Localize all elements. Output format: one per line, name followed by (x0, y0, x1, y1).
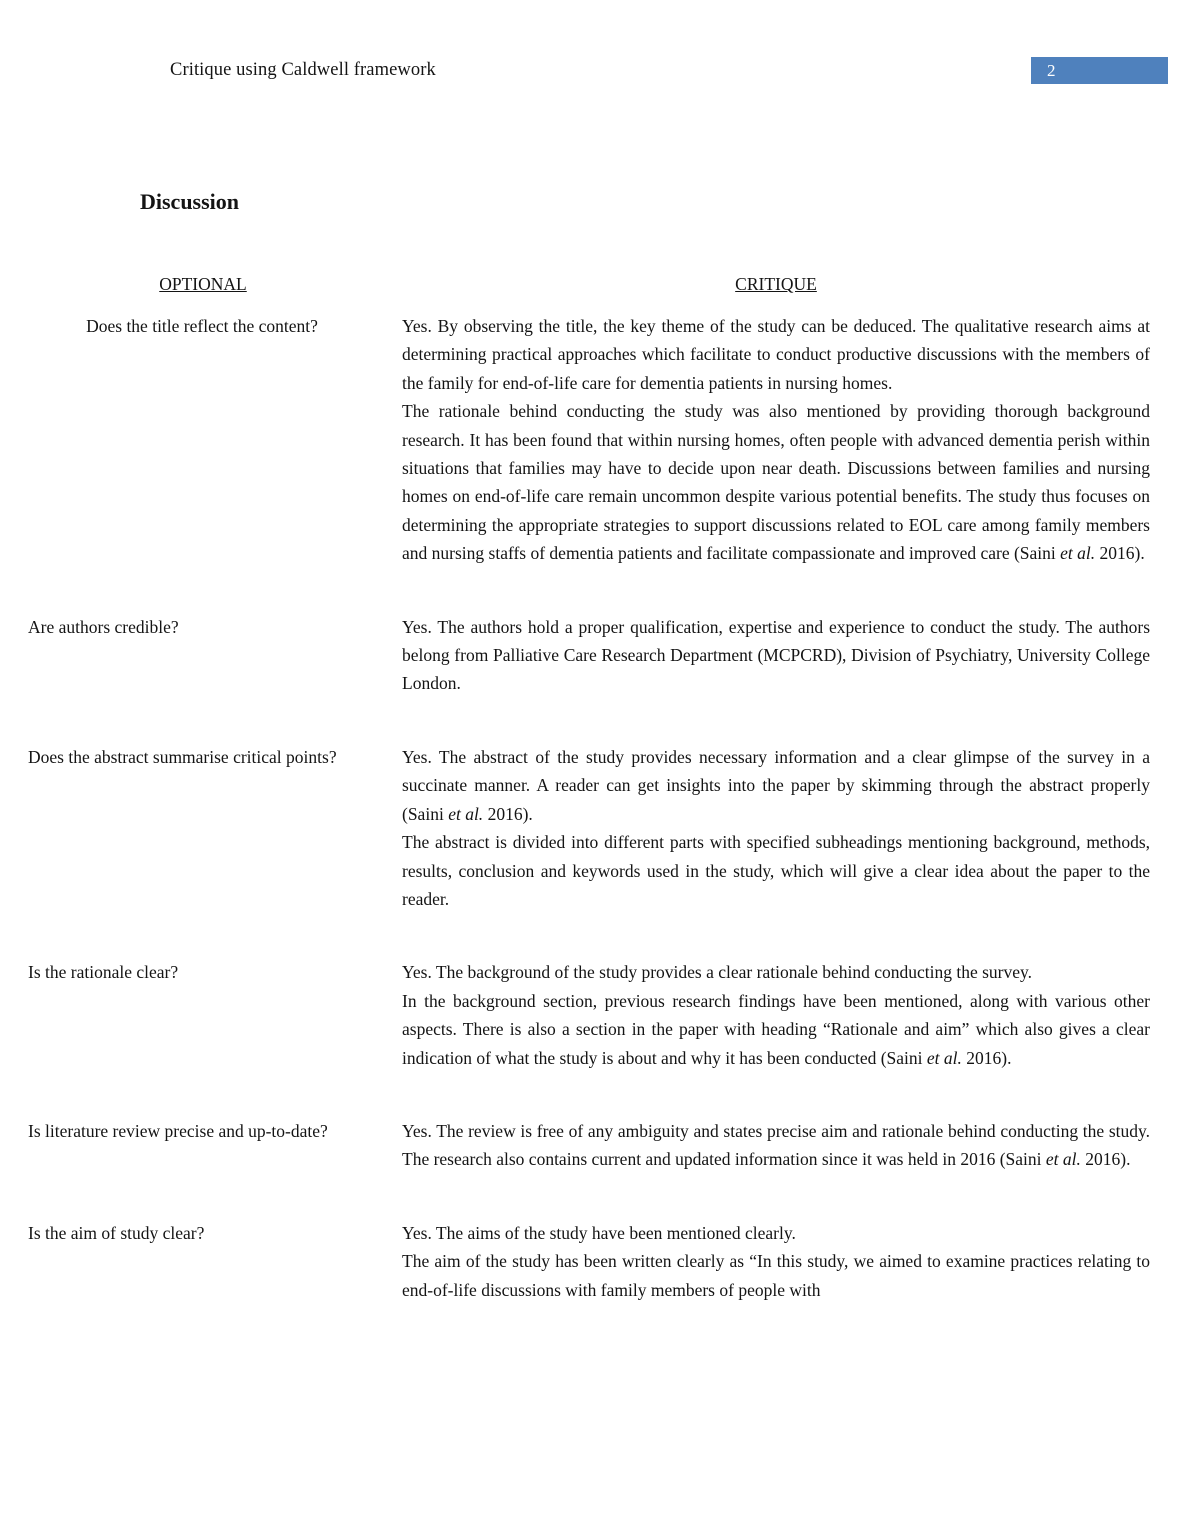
answer-cell (402, 958, 1150, 1072)
citation-italic: et al. (448, 803, 484, 824)
answer-paragraph (402, 987, 1150, 1072)
answer-paragraph (402, 397, 1150, 567)
page-number: 2 (1047, 61, 1056, 80)
answer-paragraph (402, 958, 1150, 986)
text-segment: The rationale behind conducting the study was also mentioned by providing thorough background research. It has been found that within nursing homes, often people with advanced dementia perish within situations that families may have to decide upon near death. Discussions between families and nursing homes on end-of-life care remain uncommon despite various potential benefits. The study thus focuses on determining the appropriate strategies to support discussions related to EOL care among family members and nursing staffs of dementia patients and facilitate compassionate and improved care (Saini (402, 401, 1150, 564)
answer-cell (402, 613, 1150, 698)
answer-paragraph (402, 312, 1150, 397)
text-segment: The aim of the study has been written clearly as “In this study, we aimed to examine practices relating to end-of-life discussions with family members of people with (402, 1251, 1150, 1300)
text-segment: In the background section, previous research findings have been mentioned, along with various other aspects. There is also a section in the paper with heading “Rationale and aim” which also gives a clear indication of what the study is about and why it has been conducted (Saini (402, 990, 1150, 1068)
answer-cell (402, 743, 1150, 913)
answer-paragraph (402, 743, 1150, 828)
answer-paragraph (402, 828, 1150, 913)
table-header-row (28, 274, 1150, 295)
answer-paragraph (402, 1247, 1150, 1304)
question-cell: Is the rationale clear? (28, 962, 179, 983)
text-segment: Yes. The review is free of any ambiguity and states precise aim and rationale behind conducting the study. The research also contains current and updated information since it was held in 2016 (Saini (402, 1120, 1150, 1170)
document-header (0, 57, 1190, 85)
header-title: Critique using Caldwell framework (170, 60, 436, 80)
text-segment: 2016). (1080, 1149, 1131, 1170)
answer-cell (402, 1117, 1150, 1174)
critique-table (28, 274, 1150, 1304)
question-cell: Does the abstract summarise critical points? (28, 746, 337, 767)
discussion-heading: Discussion (140, 189, 240, 214)
question-cell: Are authors credible? (28, 616, 179, 637)
answer-paragraph (402, 613, 1150, 698)
critique-column-header: CRITIQUE (735, 274, 817, 294)
page-number-badge (1031, 57, 1168, 84)
text-segment: 2016). (961, 1047, 1012, 1068)
answer-cell (402, 312, 1150, 568)
text-segment: 2016). (483, 803, 533, 824)
text-segment: The abstract is divided into different parts with specified subheadings mentioning background, methods, results, conclusion and keywords used in the study, which will give a clear idea about the paper to the reader. (402, 832, 1150, 909)
text-segment: Yes. The aims of the study have been mentioned clearly. (402, 1222, 796, 1243)
answer-cell (402, 1219, 1150, 1304)
text-segment: Yes. The background of the study provides a clear rationale behind conducting the survey. (402, 962, 1032, 983)
citation-italic: et al. (1060, 543, 1096, 564)
question-cell: Does the title reflect the content? (86, 316, 318, 336)
answer-paragraph (402, 1219, 1150, 1247)
text-segment: Yes. By observing the title, the key theme of the study can be deduced. The qualitative research aims at determining practical approaches which facilitate to conduct productive discussions with the members of the family for end-of-life care for dementia patients in nursing homes. (402, 316, 1150, 393)
citation-italic: et al. (926, 1047, 962, 1068)
citation-italic: et al. (1045, 1149, 1081, 1170)
text-segment: Yes. The abstract of the study provides necessary information and a clear glimpse of the survey in a succinate manner. A reader can get insights into the paper by skimming through the abstract properly (Saini (402, 746, 1150, 824)
question-cell: Is literature review precise and up-to-date? (28, 1120, 328, 1141)
question-cell: Is the aim of study clear? (28, 1222, 205, 1243)
text-segment: Yes. The authors hold a proper qualification, expertise and experience to conduct the study. The authors belong from Palliative Care Research Department (MCPCRD), Division of Psychiatry, University College London. (402, 616, 1150, 694)
text-segment: 2016). (1095, 543, 1145, 564)
optional-column-header: OPTIONAL (159, 274, 247, 294)
table-body (28, 312, 1150, 1304)
answer-paragraph (402, 1117, 1150, 1174)
